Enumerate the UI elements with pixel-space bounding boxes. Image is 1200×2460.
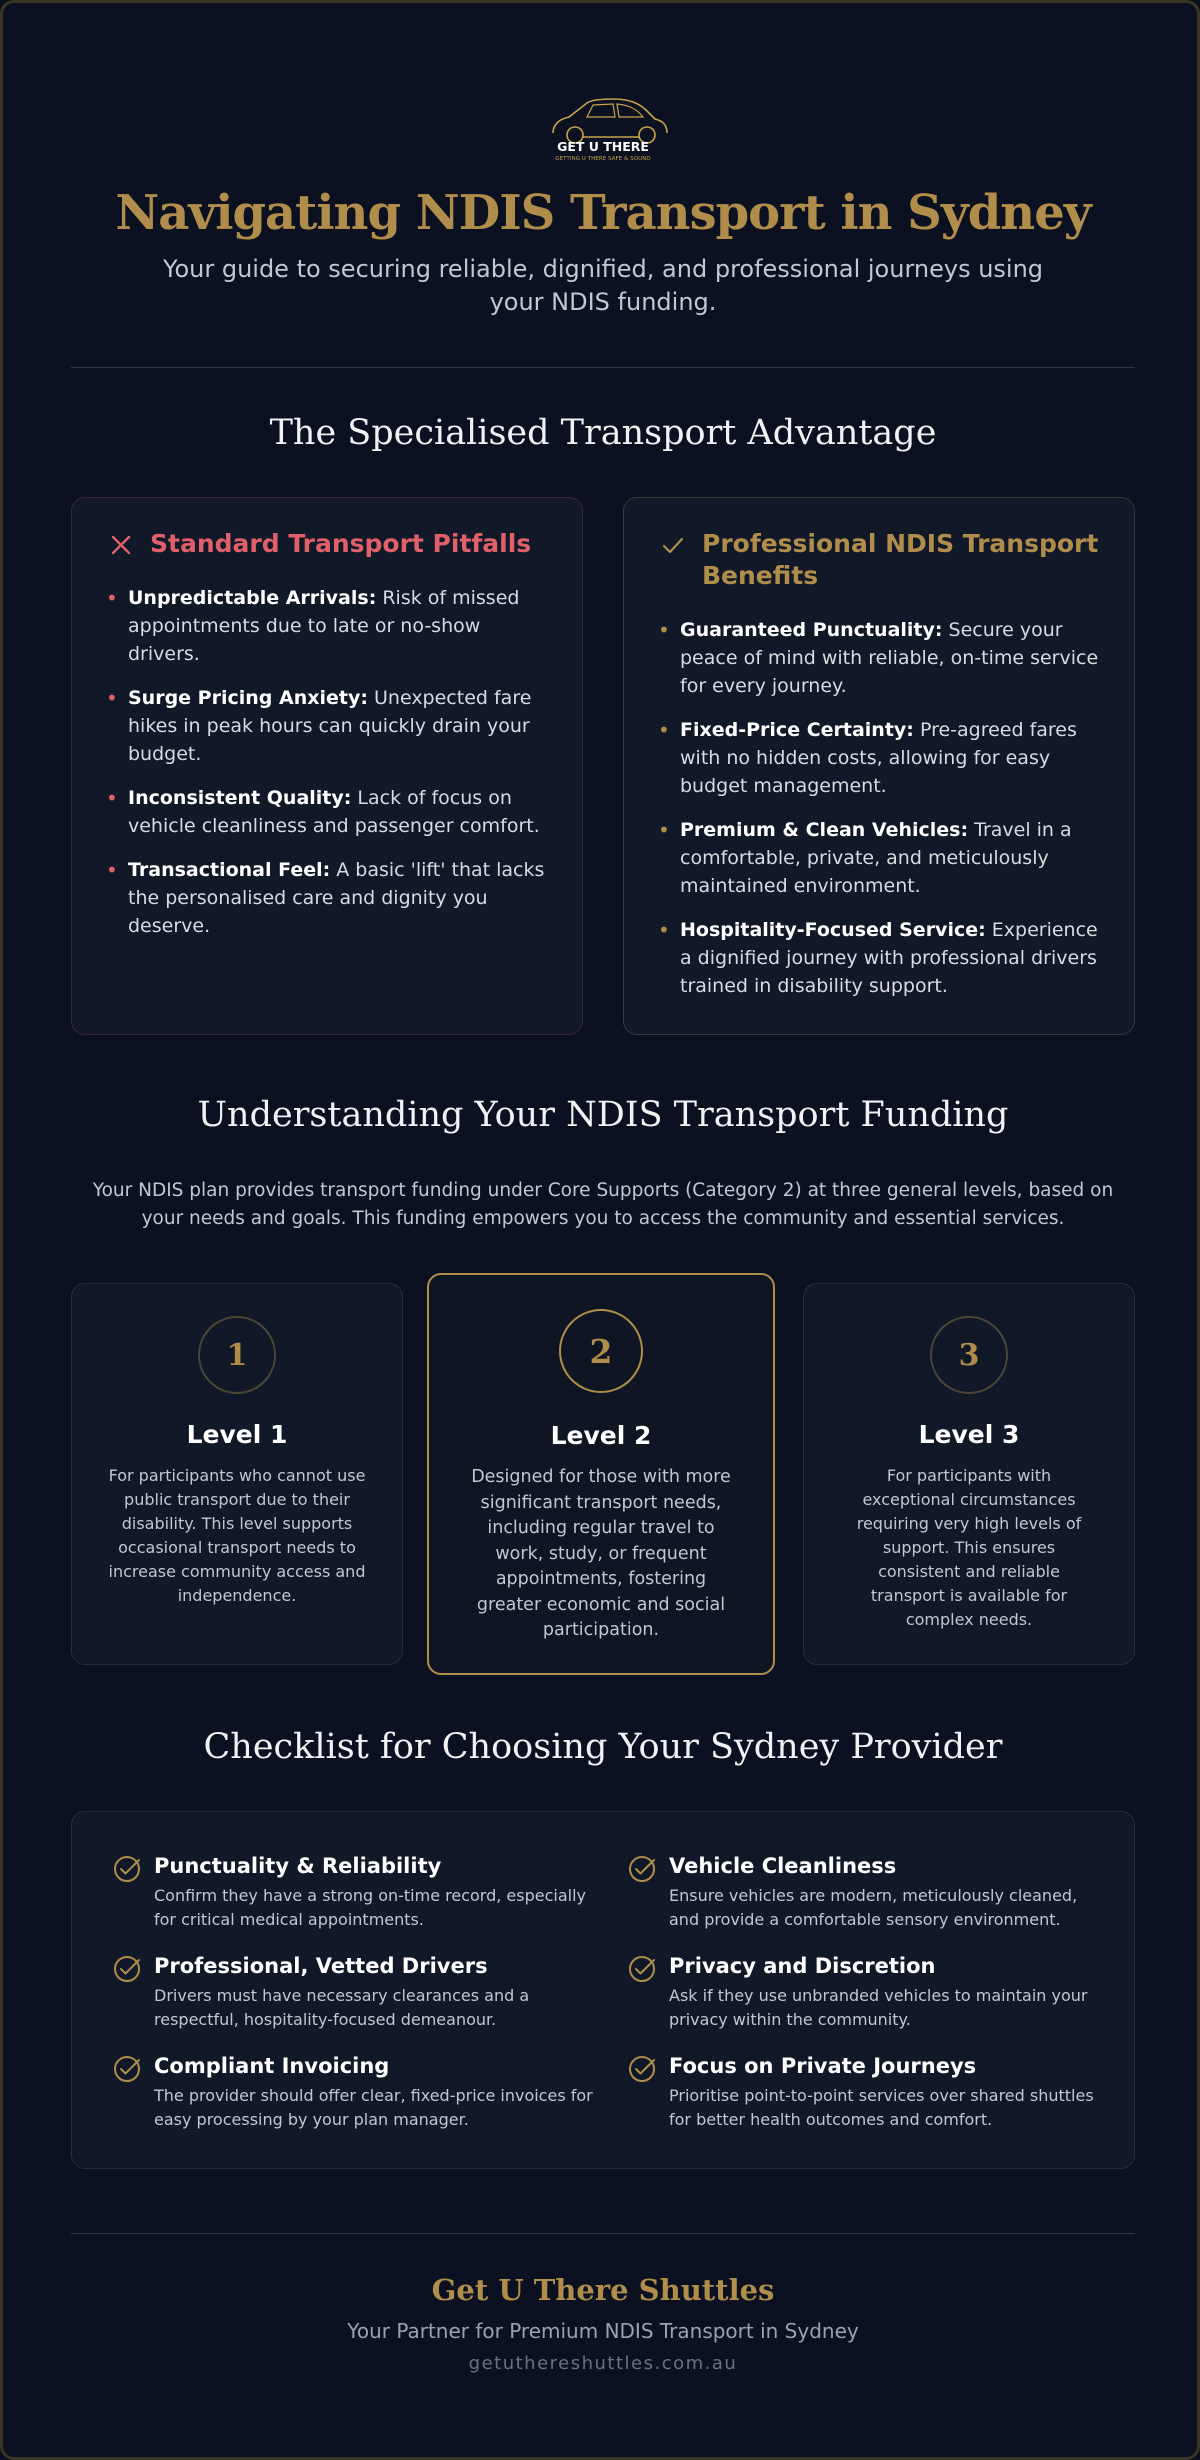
level-name: Level 1 [186,1420,288,1449]
list-item: • Transactional Feel: A basic 'lift' that lacks the personalised care and dignity you deserve. [128,856,548,940]
benefits-title: Professional NDIS Transport Benefits [702,529,1099,590]
checklist-item-title: Compliant Invoicing [154,2054,390,2078]
footer-brand: Get U There Shuttles [431,2273,775,2307]
checklist-item-description: Ask if they use unbranded vehicles to maintain your privacy within the community. [669,1986,1088,2029]
brand-logo [529,89,677,163]
checklist-heading: Checklist for Choosing Your Sydney Provider [203,1727,1003,1767]
level-card-2 [427,1273,775,1675]
check-circle-icon [627,1954,657,1984]
divider [71,2233,1135,2234]
page-title: Navigating NDIS Transport in Sydney [115,185,1091,241]
pitfalls-card [71,497,583,1035]
list-item: • Fixed-Price Certainty: Pre-agreed fares with no hidden costs, allowing for easy budget management. [680,716,1104,800]
footer-url-link[interactable]: getuthereshuttles.com.au [468,2353,738,2374]
checklist-item-title: Focus on Private Journeys [669,2054,977,2078]
car-icon [529,89,677,163]
divider [71,367,1135,368]
checklist-item-title: Vehicle Cleanliness [669,1854,897,1878]
x-icon [108,532,134,562]
level-name: Level 3 [918,1420,1020,1449]
checklist-item-description: The provider should offer clear, fixed-price invoices for easy processing by your plan manager. [154,2086,593,2129]
list-item: • Unpredictable Arrivals: Risk of missed appointments due to late or no-show drivers. [128,584,548,668]
list-item: • Guaranteed Punctuality: Secure your peace of mind with reliable, on-time service for every journey. [680,616,1104,700]
level-description: For participants with exceptional circumstances requiring very high levels of support. This ensures consistent and reliable transport is available for complex needs. [856,1466,1082,1629]
benefits-list [680,616,1104,1016]
level-description: Designed for those with more significant transport needs, including regular travel to work, study, or frequent appointments, fostering greater economic and social participation. [471,1467,731,1640]
benefits-card [623,497,1135,1035]
level-number-badge: 1 [198,1316,276,1394]
checklist-item-description: Drivers must have necessary clearances and a respectful, hospitality-focused demeanour. [154,1986,530,2029]
level-card-3 [803,1283,1135,1665]
pitfalls-title: Standard Transport Pitfalls [150,529,532,558]
level-description: For participants who cannot use public transport due to their disability. This level supports occasional transport needs to increase community access and independence. [108,1466,366,1605]
check-circle-icon [112,1954,142,1984]
advantage-heading: The Specialised Transport Advantage [269,413,937,453]
list-item: • Surge Pricing Anxiety: Unexpected fare hikes in peak hours can quickly drain your budget. [128,684,548,768]
funding-intro: Your NDIS plan provides transport funding under Core Supports (Category 2) at three general levels, based on your needs and goals. This funding empowers you to access the community and essential services. [92,1180,1114,1229]
check-circle-icon [627,1854,657,1884]
check-circle-icon [112,2054,142,2084]
logo-tagline-text: GETTING U THERE SAFE & SOUND [555,156,651,162]
list-item: • Inconsistent Quality: Lack of focus on vehicle cleanliness and passenger comfort. [128,784,548,840]
pitfalls-list [128,584,548,956]
checklist-item-description: Confirm they have a strong on-time record, especially for critical medical appointments. [154,1886,587,1929]
list-item: • Premium & Clean Vehicles: Travel in a comfortable, private, and meticulously maintained environment. [680,816,1104,900]
checklist-item-description: Ensure vehicles are modern, meticulously cleaned, and provide a comfortable sensory environment. [669,1886,1078,1929]
funding-heading: Understanding Your NDIS Transport Funding [197,1095,1009,1135]
level-number-badge: 2 [559,1309,643,1393]
check-circle-icon [627,2054,657,2084]
checklist-item-description: Prioritise point-to-point services over shared shuttles for better health outcomes and comfort. [669,2086,1094,2129]
level-name: Level 2 [550,1421,652,1450]
check-icon [660,532,686,562]
checklist-item-title: Privacy and Discretion [669,1954,936,1978]
checklist-card [71,1811,1135,2169]
footer-tagline: Your Partner for Premium NDIS Transport in Sydney [347,2319,859,2343]
logo-brand-text: GET U THERE [557,139,649,154]
page-subtitle: Your guide to securing reliable, dignified, and professional journeys using your NDIS funding. [162,255,1044,316]
checklist-item-title: Professional, Vetted Drivers [154,1954,488,1978]
checklist-item-title: Punctuality & Reliability [154,1854,442,1878]
check-circle-icon [112,1854,142,1884]
level-card-1 [71,1283,403,1665]
level-number-badge: 3 [930,1316,1008,1394]
list-item: • Hospitality-Focused Service: Experience a dignified journey with professional drivers trained in disability support. [680,916,1104,1000]
